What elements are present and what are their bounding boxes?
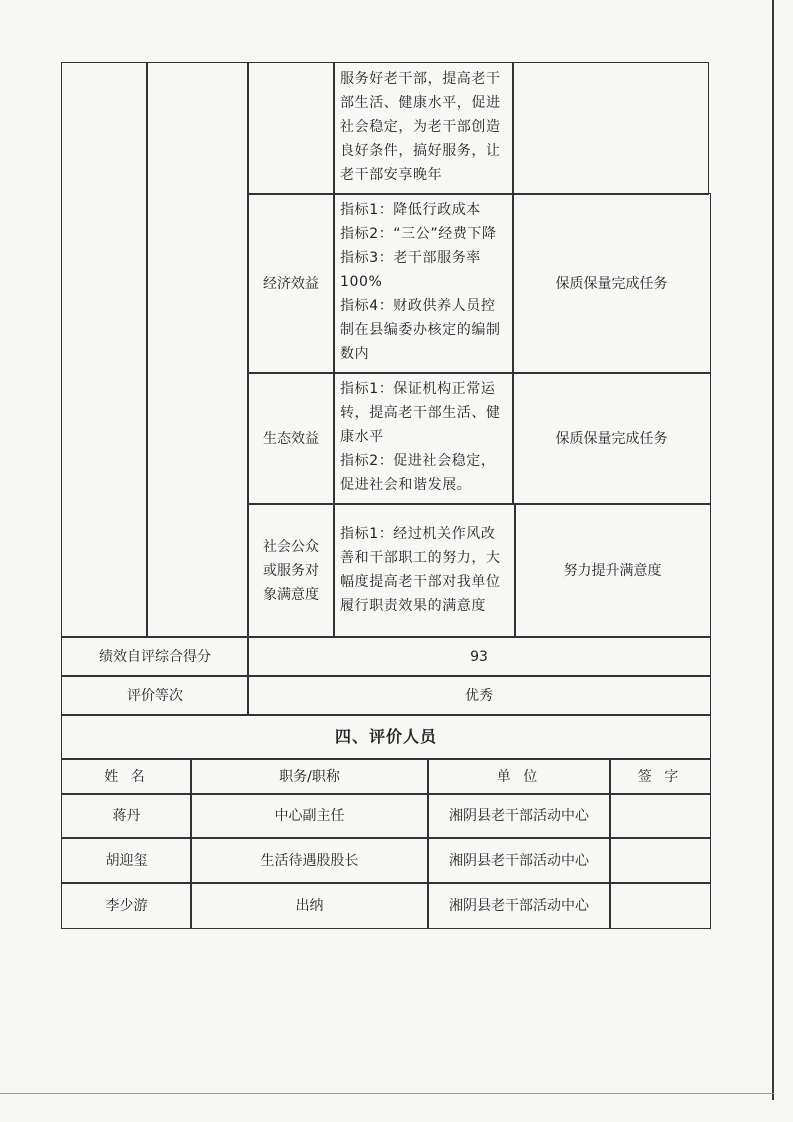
header-unit: 单 位	[427, 758, 611, 795]
section-title: 四、评价人员	[61, 714, 711, 760]
result-satisfaction: 努力提升满意度	[514, 503, 711, 638]
indicator-content-satisfaction: 指标1：经过机关作风改善和干部职工的努力，大幅度提高老干部对我单位履行职责效果的满意度	[333, 503, 516, 638]
evaluator-name: 蒋丹	[61, 793, 192, 839]
indicator-content-economic: 指标1：降低行政成本 指标2：“三公”经费下降 指标3：老干部服务率100% 指标4：财政供养人员控制在县编委办核定的编制数内	[333, 193, 514, 374]
indicator-content-service: 服务好老干部，提高老干部生活、健康水平，促进社会稳定，为老干部创造良好条件，搞好服务，让老干部安享晚年	[333, 62, 514, 195]
header-position: 职务/职称	[190, 758, 429, 795]
evaluator-position: 中心副主任	[190, 793, 429, 839]
result-economic: 保质保量完成任务	[512, 193, 711, 374]
header-name: 姓 名	[61, 758, 192, 795]
evaluator-unit: 湘阴县老干部活动中心	[427, 837, 611, 884]
evaluator-name: 胡迎玺	[61, 837, 192, 884]
page-edge	[772, 0, 774, 1100]
evaluator-position: 出纳	[190, 882, 429, 929]
grade-label: 评价等次	[61, 675, 249, 716]
category-economic: 经济效益	[247, 193, 335, 374]
category-cell-social	[247, 62, 335, 195]
evaluator-unit: 湘阴县老干部活动中心	[427, 882, 611, 929]
evaluator-sign	[609, 882, 711, 929]
level1-cell	[61, 62, 148, 638]
result-cell-service	[512, 62, 709, 195]
indicator-content-ecological: 指标1：保证机构正常运转，提高老干部生活、健康水平 指标2：促进社会稳定，促进社会和谐发展。	[333, 372, 514, 505]
evaluator-unit: 湘阴县老干部活动中心	[427, 793, 611, 839]
evaluator-sign	[609, 837, 711, 884]
page-edge-bottom	[0, 1093, 774, 1094]
evaluator-position: 生活待遇股股长	[190, 837, 429, 884]
category-ecological: 生态效益	[247, 372, 335, 505]
evaluator-sign	[609, 793, 711, 839]
level2-cell	[146, 62, 249, 638]
header-sign: 签 字	[609, 758, 711, 795]
evaluator-name: 李少游	[61, 882, 192, 929]
score-value: 93	[247, 636, 711, 677]
category-satisfaction: 社会公众或服务对象满意度	[247, 503, 335, 638]
score-label: 绩效自评综合得分	[61, 636, 249, 677]
result-ecological: 保质保量完成任务	[512, 372, 711, 505]
grade-value: 优秀	[247, 675, 711, 716]
